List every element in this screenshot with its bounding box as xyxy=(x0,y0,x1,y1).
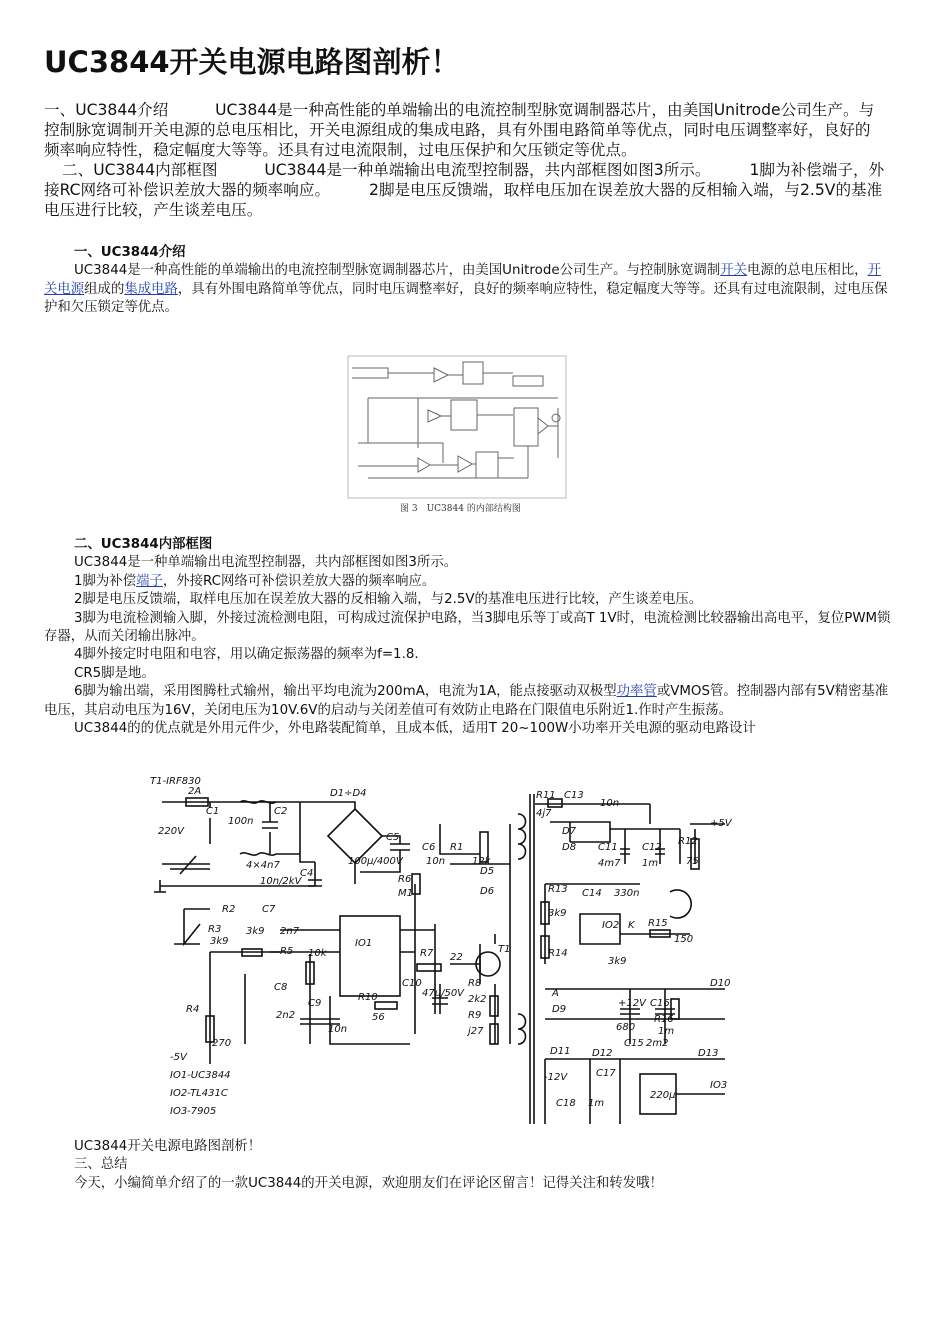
schematic-label: C18 xyxy=(556,1098,576,1109)
schematic-label: C2 xyxy=(274,806,288,817)
schematic-label: 150 xyxy=(674,934,694,945)
footer-line-3: 今天，小编简单介绍了的一款UC3844的开关电源，欢迎朋友们在评论区留言！记得关注和转发哦！ xyxy=(74,1175,663,1191)
schematic-label: IO1 xyxy=(355,938,373,949)
schematic-label: 1m xyxy=(658,1026,675,1037)
schematic-label: 2k2 xyxy=(468,994,487,1005)
section-2-line-8: UC3844的的优点就是外用元件少，外电路装配简单，且成本低，适用T 20~100W小功率开关电源的驱动电路设计 xyxy=(74,721,756,737)
schematic-label: C7 xyxy=(262,904,276,915)
section-2-heading: 二、UC3844内部框图 xyxy=(74,537,213,552)
schematic-label: 10n xyxy=(600,798,620,809)
section-1-text-b: 电源的总电压相比， xyxy=(747,263,868,279)
schematic-label: C17 xyxy=(596,1068,616,1079)
schematic-label: 4j7 xyxy=(536,808,552,819)
schematic-label: 12k xyxy=(472,856,491,867)
link-power-transistor[interactable]: 功率管 xyxy=(616,684,657,700)
section-2-line-3: 2脚是电压反馈端，取样电压加在误差放大器的反相输入端，与2.5V的基准电压进行比较，产生谈差电压。 xyxy=(74,592,703,608)
section-2-line-6: CR5脚是地。 xyxy=(74,665,155,681)
schematic-label: 10n xyxy=(328,1024,348,1035)
schematic-label: R14 xyxy=(548,948,568,959)
schematic-label: R3 xyxy=(208,924,222,935)
circuit-schematic-figure xyxy=(150,776,750,1128)
schematic-label: 3k9 xyxy=(246,926,265,937)
schematic-label: 220V xyxy=(158,826,184,837)
schematic-label: IO3-7905 xyxy=(170,1106,217,1117)
schematic-label: M1 xyxy=(398,888,413,899)
schematic-label: C14 xyxy=(582,888,602,899)
schematic-label: -12V xyxy=(544,1072,568,1083)
section-2 xyxy=(44,536,894,738)
footer-section xyxy=(44,1138,894,1193)
section-2-line-2 xyxy=(44,573,894,591)
schematic-label: -5V xyxy=(170,1052,187,1063)
link-switch-power[interactable]: 开关电源 xyxy=(44,263,881,297)
section-1-body xyxy=(44,262,894,317)
schematic-label: R13 xyxy=(548,884,568,895)
schematic-label: C10 xyxy=(402,978,422,989)
schematic-label: C15 xyxy=(624,1038,644,1049)
schematic-label: R2 xyxy=(222,904,236,915)
schematic-label: R9 xyxy=(468,1010,482,1021)
section-2-line-4: 3脚为电流检测输入脚，外接过流检测电阻，可构成过流保护电路，当3脚电乐等丁或高T 1V时，电流检测比较器输出高电平，复位PWM锁存器，从而关闭输出脉冲。 xyxy=(44,610,891,645)
schematic-label: R7 xyxy=(420,948,434,959)
schematic-label: D9 xyxy=(552,1004,567,1015)
schematic-label: C16 xyxy=(650,998,670,1009)
schematic-label: +12V xyxy=(618,998,646,1009)
schematic-label: A xyxy=(552,988,559,999)
schematic-label: 2n7 xyxy=(280,926,300,937)
section-2-line-2a: 1脚为补偿 xyxy=(74,573,137,589)
intro-paragraph-2: 二、UC3844内部框图 UC3844是一种单端输出电流型控制器，共内部框图如图3所示。 1脚为补偿端子，外接RC网络可补偿识差放大器的频率响应。 2脚是电压反馈端，取样电压加在误差放大器的反相输入端，与2.5V的基准电压进行比较，产生谈差电压。 xyxy=(44,161,885,219)
intro-block xyxy=(44,100,886,220)
schematic-label: T1-IRF830 xyxy=(150,776,201,787)
schematic-label: 3k9 xyxy=(210,936,229,947)
schematic-label: D6 xyxy=(480,886,495,897)
schematic-label: D5 xyxy=(480,866,495,877)
schematic-label: 10n/2kV xyxy=(260,876,302,887)
intro-paragraph-1: 一、UC3844介绍 UC3844是一种高性能的单端输出的电流控制型脉宽调制器芯片，由美国Unitrode公司生产。与控制脉宽调制开关电源的总电压相比，开关电源组成的集成电路，具有外围电路简单等优点，同时电压调整率好，良好的频率响应特性，稳定幅度大等等。还具有过电流限制，过电压保护和欠压锁定等优点。 xyxy=(44,101,875,159)
schematic-label: 4×4n7 xyxy=(246,860,280,871)
schematic-label: D11 xyxy=(550,1046,571,1057)
section-2-line-7b: 或VMOS管。控制器内部有5V精密基准电压，其启动电压为16V，关闭电压为10V.6V的启动与关闭差值可有效防止电路在门限值电乐附近1.作时产生振荡。 xyxy=(44,684,889,718)
schematic-label: 100µ/400V xyxy=(348,856,403,867)
schematic-label: K xyxy=(628,920,635,931)
schematic-label: 75 xyxy=(686,856,699,867)
schematic-label: C5 xyxy=(386,832,400,843)
schematic-label: T1 xyxy=(498,944,511,955)
schematic-label: C8 xyxy=(274,982,288,993)
section-1-text-a: UC3844是一种高性能的单端输出的电流控制型脉宽调制器芯片，由美国Unitrode公司生产。与控制脉宽调制 xyxy=(74,263,721,279)
schematic-label: R1 xyxy=(450,842,464,853)
section-1 xyxy=(44,244,894,318)
internal-block-diagram-figure xyxy=(338,348,576,524)
schematic-label: 330n xyxy=(614,888,640,899)
section-2-line-1: UC3844是一种单端输出电流型控制器，共内部框图如图3所示。 xyxy=(74,555,458,571)
schematic-label: 270 xyxy=(212,1038,232,1049)
schematic-label: 1m xyxy=(588,1098,605,1109)
schematic-label: C6 xyxy=(422,842,436,853)
schematic-label: IO1-UC3844 xyxy=(170,1070,231,1081)
link-integrated-circuit[interactable]: 集成电路 xyxy=(124,281,178,297)
schematic-label: 2m2 xyxy=(646,1038,669,1049)
section-2-line-7 xyxy=(44,683,894,720)
schematic-label: R15 xyxy=(648,918,668,929)
section-2-line-7a: 6脚为输出端，采用图腾杜式输州，输出平均电流为200mA，电流为1A，能点接驱动双极型 xyxy=(74,684,617,700)
schematic-label: R10 xyxy=(358,992,378,1003)
schematic-label: R11 xyxy=(536,790,556,801)
schematic-label: 220µ xyxy=(650,1090,676,1101)
schematic-label: R12 xyxy=(678,836,698,847)
schematic-label: IO2-TL431C xyxy=(170,1088,228,1099)
schematic-label: 1m xyxy=(642,858,659,869)
schematic-label: D10 xyxy=(710,978,731,989)
schematic-label: 680 xyxy=(616,1022,636,1033)
schematic-label: D7 xyxy=(562,826,577,837)
schematic-label: j27 xyxy=(468,1026,484,1037)
schematic-label: IO2 xyxy=(602,920,620,931)
schematic-label: R6 xyxy=(398,874,412,885)
schematic-label: 100n xyxy=(228,816,254,827)
section-1-text-c: 组成的 xyxy=(84,281,125,297)
schematic-label: D8 xyxy=(562,842,577,853)
footer-line-1: UC3844开关电源电路图剖析！ xyxy=(74,1139,262,1154)
schematic-label: D1÷D4 xyxy=(330,788,367,799)
schematic-label: 10k xyxy=(308,948,327,959)
schematic-label: 4m7 xyxy=(598,858,621,869)
schematic-label: R5 xyxy=(280,946,294,957)
schematic-label: 2n2 xyxy=(276,1010,296,1021)
page-title: UC3844开关电源电路图剖析！ xyxy=(44,45,460,79)
link-switch[interactable]: 开关 xyxy=(720,263,748,279)
section-1-heading: 一、UC3844介绍 xyxy=(74,245,186,260)
footer-line-2: 三、总结 xyxy=(74,1157,128,1173)
schematic-label: D12 xyxy=(592,1048,613,1059)
schematic-label: +5V xyxy=(710,818,732,829)
schematic-label: IO3 xyxy=(710,1080,728,1091)
figure-1-caption: 图 3 UC3844 的内部结构图 xyxy=(400,504,521,514)
schematic-label: 2A xyxy=(188,786,202,797)
section-2-line-2b: ，外接RC网络可补偿识差放大器的频率响应。 xyxy=(162,573,436,589)
section-1-text-d: ，具有外围电路简单等优点，同时电压调整率好，良好的频率响应特性，稳定幅度大等等。还具有过电流限制，过电压保护和欠压锁定等优点。 xyxy=(44,281,888,316)
schematic-label: 3k9 xyxy=(608,956,627,967)
schematic-label: R16 xyxy=(654,1014,674,1025)
schematic-label: 22 xyxy=(450,952,463,963)
schematic-label: D13 xyxy=(698,1048,719,1059)
schematic-label: C12 xyxy=(642,842,662,853)
schematic-label: C1 xyxy=(206,806,220,817)
schematic-label: 3k9 xyxy=(548,908,567,919)
schematic-label: C4 xyxy=(300,868,314,879)
link-terminal[interactable]: 端子 xyxy=(136,573,163,589)
schematic-label: C11 xyxy=(598,842,618,853)
schematic-label: 56 xyxy=(372,1012,385,1023)
schematic-label: C9 xyxy=(308,998,322,1009)
schematic-label: R8 xyxy=(468,978,482,989)
schematic-label: R4 xyxy=(186,1004,200,1015)
schematic-label: 10n xyxy=(426,856,446,867)
section-2-line-5: 4脚外接定时电阻和电容，用以确定振荡器的频率为f=1.8. xyxy=(74,647,419,663)
schematic-label: 47µ/50V xyxy=(422,988,465,999)
schematic-label: C13 xyxy=(564,790,584,801)
